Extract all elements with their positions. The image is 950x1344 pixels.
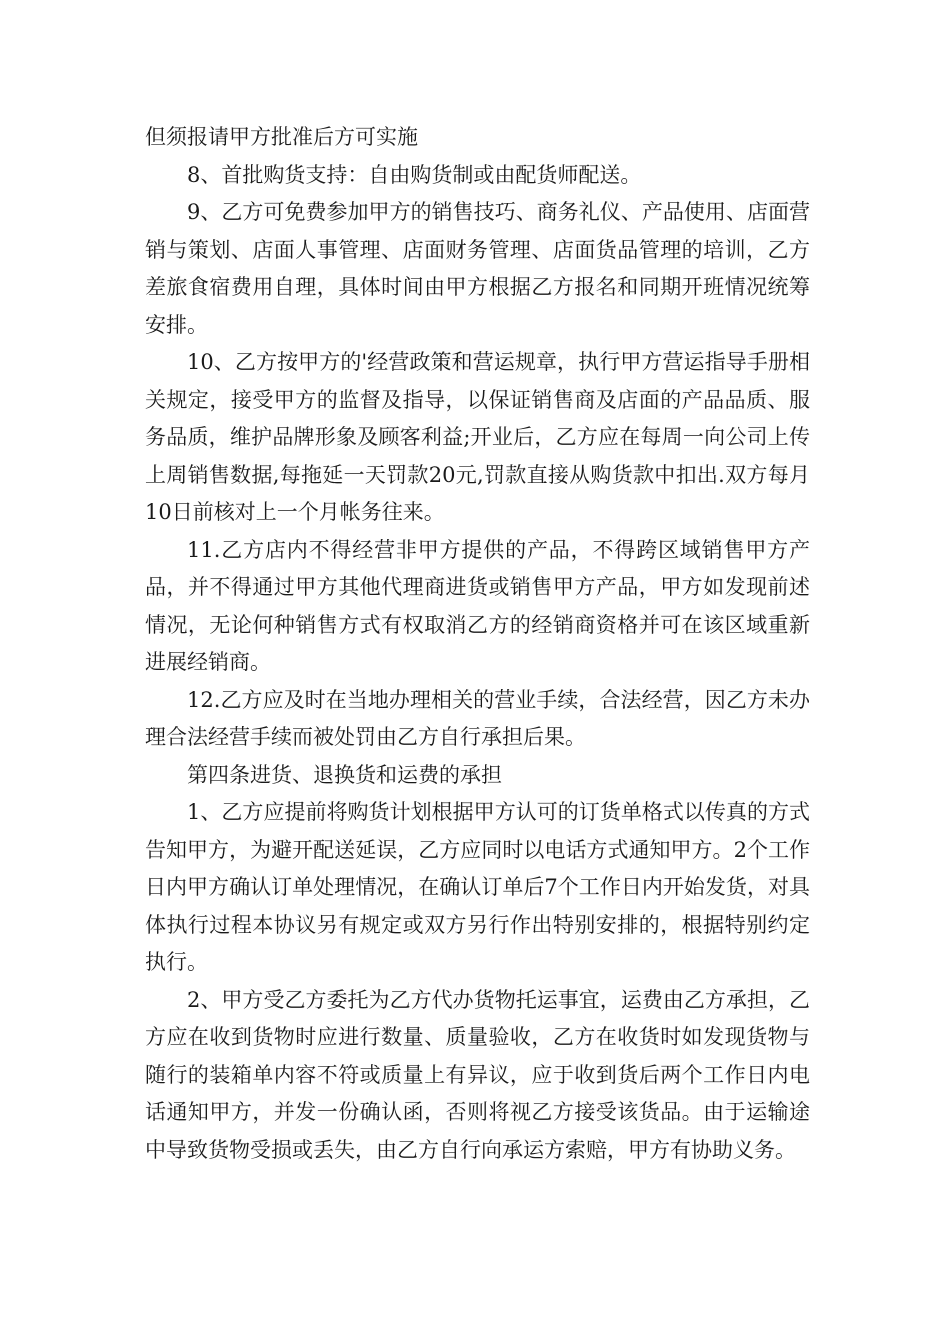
paragraph-article-4-item-2: 2、甲方受乙方委托为乙方代办货物托运事宜，运费由乙方承担，乙方应在收到货物时应进行数量、质量验收，乙方在收货时如发现货物与随行的装箱单内容不符或质量上有异议，应于收到货后两个工作日内电话通知甲方，并发一份确认函，否则将视乙方接受该货品。由于运输途中导致货物受损或丢失，由乙方自行向承运方索赔，甲方有协助义务。 bbox=[145, 987, 810, 1162]
paragraph-item-11: 11.乙方店内不得经营非甲方提供的产品，不得跨区域销售甲方产品，并不得通过甲方其他代理商进货或销售甲方产品，甲方如发现前述情况，无论何种销售方式有权取消乙方的经销商资格并可在该区域重新进展经销商。 bbox=[145, 537, 810, 674]
paragraph-item-8: 8、首批购货支持：自由购货制或由配货师配送。 bbox=[187, 162, 642, 187]
section-heading-article-4: 第四条进货、退换货和运费的承担 bbox=[187, 762, 502, 787]
paragraph-continuation: 但须报请甲方批准后方可实施 bbox=[145, 125, 418, 149]
paragraph-item-9: 9、乙方可免费参加甲方的销售技巧、商务礼仪、产品使用、店面营销与策划、店面人事管理、店面财务管理、店面货品管理的培训，乙方差旅食宿费用自理，具体时间由甲方根据乙方报名和同期开班情况统筹安排。 bbox=[145, 200, 810, 337]
document-body bbox=[145, 119, 810, 1169]
paragraph-item-10: 10、乙方按甲方的'经营政策和营运规章，执行甲方营运指导手册相关规定，接受甲方的监督及指导，以保证销售商及店面的产品品质、服务品质，维护品牌形象及顾客利益;开业后，乙方应在每周一向公司上传上周销售数据,每拖延一天罚款20元,罚款直接从购货款中扣出.双方每月10日前核对上一个月帐务往来。 bbox=[145, 350, 810, 524]
paragraph-item-12: 12.乙方应及时在当地办理相关的营业手续，合法经营，因乙方未办理合法经营手续而被处罚由乙方自行承担后果。 bbox=[145, 687, 810, 749]
paragraph-article-4-item-1: 1、乙方应提前将购货计划根据甲方认可的订货单格式以传真的方式告知甲方，为避开配送延误，乙方应同时以电话方式通知甲方。2个工作日内甲方确认订单处理情况，在确认订单后7个工作日内开始发货，对具体执行过程本协议另有规定或双方另行作出特别安排的，根据特别约定执行。 bbox=[145, 800, 810, 974]
